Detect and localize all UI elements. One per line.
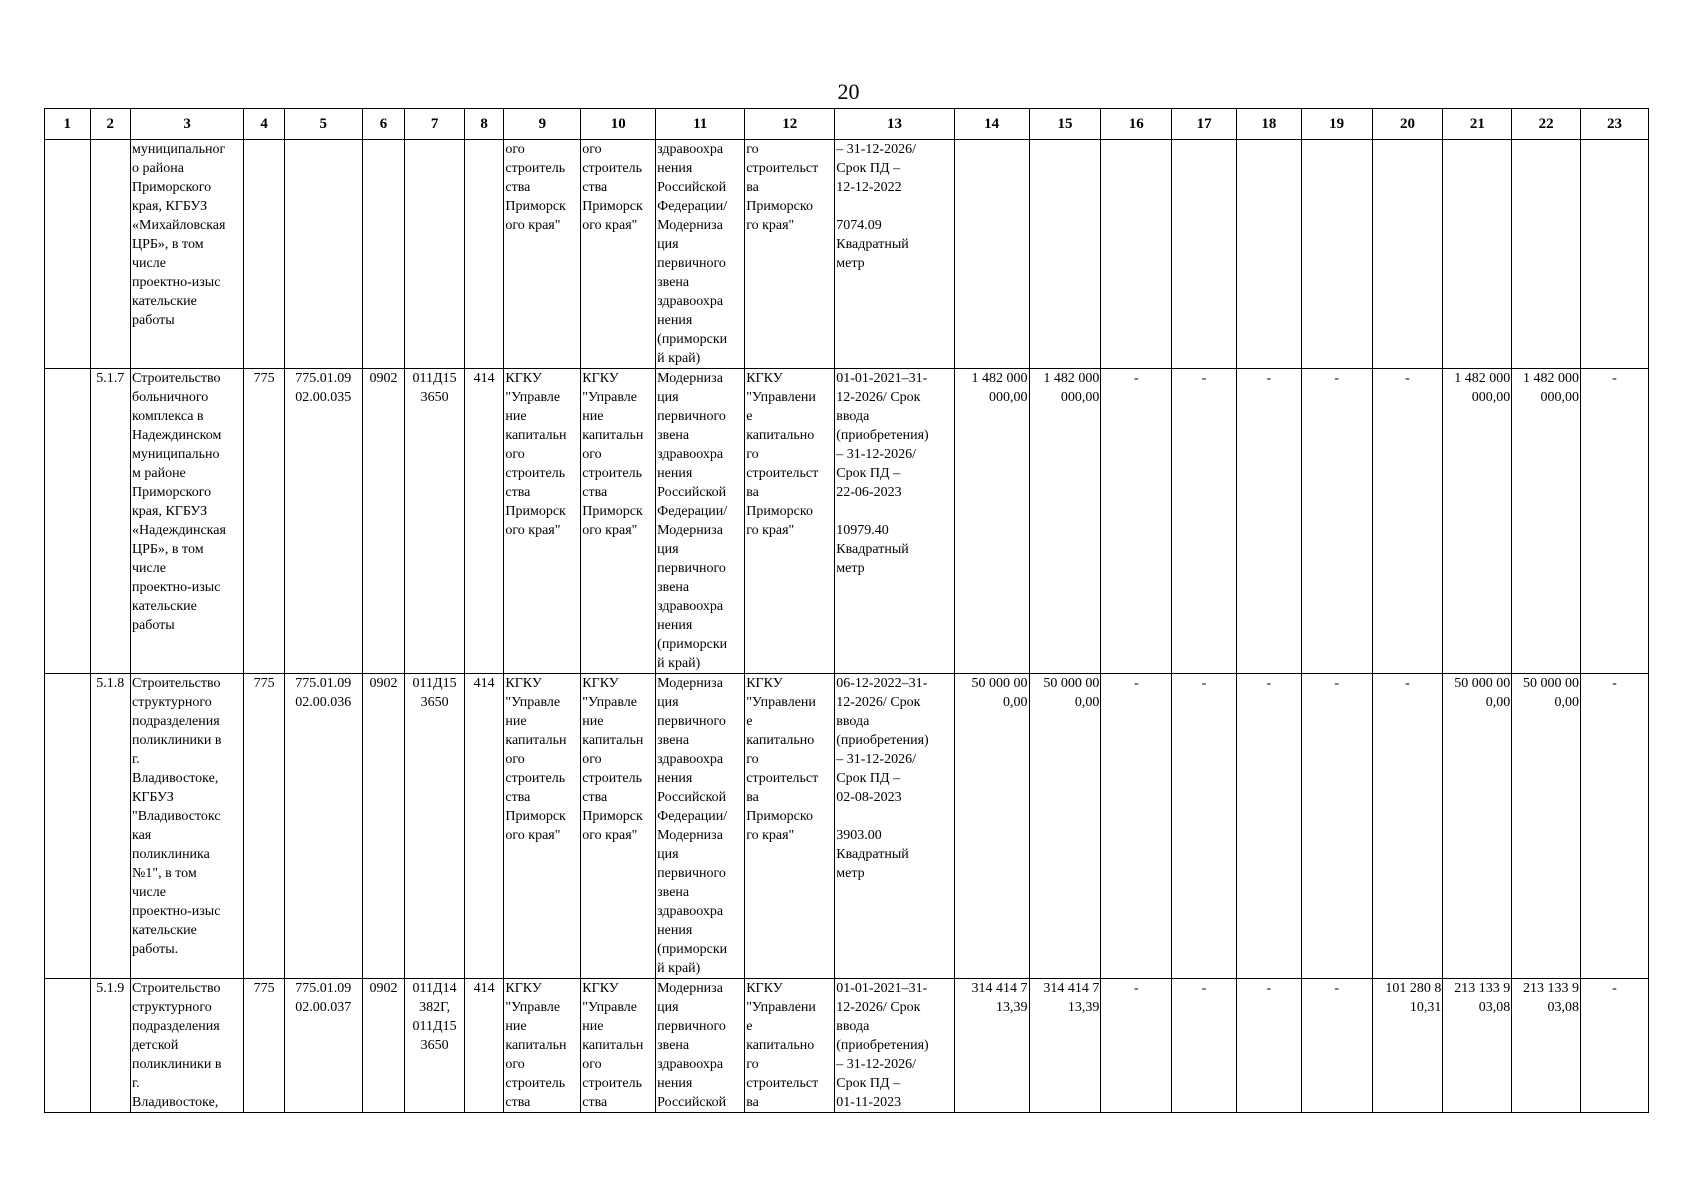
column-header: 22 bbox=[1512, 109, 1581, 140]
column-header: 8 bbox=[464, 109, 503, 140]
column-header: 16 bbox=[1101, 109, 1172, 140]
column-header: 15 bbox=[1029, 109, 1101, 140]
table-cell: 0902 bbox=[362, 979, 405, 1113]
item-number: 5.1.8 bbox=[90, 674, 130, 979]
table-cell bbox=[1101, 140, 1172, 369]
table-cell: КГКУ "Управлени е капитально го строительст ва Приморско го края" bbox=[745, 369, 835, 674]
table-cell: 1 482 000 000,00 bbox=[1512, 369, 1581, 674]
column-header: 5 bbox=[284, 109, 362, 140]
table-cell: 314 414 7 13,39 bbox=[1029, 979, 1101, 1113]
table-cell bbox=[45, 979, 91, 1113]
header-row bbox=[45, 109, 1649, 140]
table-cell: 414 bbox=[464, 979, 503, 1113]
column-header: 18 bbox=[1236, 109, 1301, 140]
column-header: 23 bbox=[1581, 109, 1649, 140]
table-cell: 50 000 00 0,00 bbox=[1443, 674, 1512, 979]
page-number: 20 bbox=[837, 79, 860, 104]
item-number: 5.1.9 bbox=[90, 979, 130, 1113]
table-cell: 011Д14 382Г, 011Д15 3650 bbox=[405, 979, 465, 1113]
table-cell bbox=[1581, 140, 1649, 369]
table-cell: го строительст ва Приморско го края" bbox=[745, 140, 835, 369]
table-cell: 775.01.09 02.00.035 bbox=[284, 369, 362, 674]
table-cell bbox=[1172, 140, 1237, 369]
table-cell: 01-01-2021–31- 12-2026/ Срок ввода (приобретения) – 31-12-2026/ Срок ПД – 01-11-2023 bbox=[835, 979, 954, 1113]
column-header: 13 bbox=[835, 109, 954, 140]
table-cell: КГКУ "Управле ние капитальн ого строитель ства Приморск ого края" bbox=[581, 369, 656, 674]
table-cell: - bbox=[1581, 369, 1649, 674]
table-cell: КГКУ "Управлени е капитально го строительст ва bbox=[745, 979, 835, 1113]
table-cell: - bbox=[1581, 674, 1649, 979]
table-cell bbox=[1236, 140, 1301, 369]
column-header: 12 bbox=[745, 109, 835, 140]
column-header: 21 bbox=[1443, 109, 1512, 140]
column-header: 9 bbox=[504, 109, 581, 140]
column-header: 14 bbox=[954, 109, 1029, 140]
table-cell: - bbox=[1372, 369, 1443, 674]
table-row bbox=[45, 979, 1649, 1113]
table-cell: 101 280 8 10,31 bbox=[1372, 979, 1443, 1113]
table-cell: 213 133 9 03,08 bbox=[1512, 979, 1581, 1113]
item-number: 5.1.7 bbox=[90, 369, 130, 674]
column-header: 1 bbox=[45, 109, 91, 140]
table-cell bbox=[405, 140, 465, 369]
table-cell: КГКУ "Управле ние капитальн ого строитель ства Приморск ого края" bbox=[504, 674, 581, 979]
table-cell: 50 000 00 0,00 bbox=[954, 674, 1029, 979]
column-header: 17 bbox=[1172, 109, 1237, 140]
table-cell: - bbox=[1301, 979, 1372, 1113]
table-cell: КГКУ "Управлени е капитально го строительст ва Приморско го края" bbox=[745, 674, 835, 979]
object-name: муниципальног о района Приморского края, КГБУЗ «Михайловская ЦРБ», в том числе проектно-изыс кательские работы bbox=[131, 140, 244, 369]
table-cell bbox=[45, 140, 91, 369]
column-header: 6 bbox=[362, 109, 405, 140]
table-cell: здравоохра нения Российской Федерации/ Модерниза ция первичного звена здравоохра нения (приморски й край) bbox=[656, 140, 745, 369]
table-cell: 011Д15 3650 bbox=[405, 674, 465, 979]
table-cell: - bbox=[1236, 369, 1301, 674]
budget-table bbox=[44, 108, 1649, 1113]
table-cell: - bbox=[1301, 674, 1372, 979]
table-cell bbox=[45, 674, 91, 979]
table-cell: Модерниза ция первичного звена здравоохра нения Российской Федерации/ Модерниза ция первичного звена здравоохра нения (приморски й край) bbox=[656, 674, 745, 979]
table-cell bbox=[1443, 140, 1512, 369]
table-cell: КГКУ "Управле ние капитальн ого строитель ства bbox=[504, 979, 581, 1113]
table-cell bbox=[362, 140, 405, 369]
table-cell: - bbox=[1101, 369, 1172, 674]
column-header: 11 bbox=[656, 109, 745, 140]
column-header: 7 bbox=[405, 109, 465, 140]
item-number bbox=[90, 140, 130, 369]
table-cell: 01-01-2021–31- 12-2026/ Срок ввода (приобретения) – 31-12-2026/ Срок ПД – 22-06-2023 10979.40 Квадратный метр bbox=[835, 369, 954, 674]
table-cell: - bbox=[1101, 979, 1172, 1113]
table-cell: 1 482 000 000,00 bbox=[1029, 369, 1101, 674]
table-cell: 775 bbox=[244, 674, 284, 979]
table-cell: 775.01.09 02.00.037 bbox=[284, 979, 362, 1113]
table-cell: - bbox=[1372, 674, 1443, 979]
table-row bbox=[45, 674, 1649, 979]
table-cell: 0902 bbox=[362, 369, 405, 674]
table-cell: 0902 bbox=[362, 674, 405, 979]
table-cell: – 31-12-2026/ Срок ПД – 12-12-2022 7074.09 Квадратный метр bbox=[835, 140, 954, 369]
table-cell: - bbox=[1172, 979, 1237, 1113]
table-cell: 775 bbox=[244, 369, 284, 674]
table-cell: Модерниза ция первичного звена здравоохра нения Российской bbox=[656, 979, 745, 1113]
column-header: 10 bbox=[581, 109, 656, 140]
table-cell: - bbox=[1581, 979, 1649, 1113]
table-cell: 775.01.09 02.00.036 bbox=[284, 674, 362, 979]
table-cell: ого строитель ства Приморск ого края" bbox=[581, 140, 656, 369]
table-cell bbox=[464, 140, 503, 369]
table-cell bbox=[954, 140, 1029, 369]
table-cell: 314 414 7 13,39 bbox=[954, 979, 1029, 1113]
table-cell: - bbox=[1101, 674, 1172, 979]
column-header: 19 bbox=[1301, 109, 1372, 140]
table-cell: 50 000 00 0,00 bbox=[1029, 674, 1101, 979]
table-cell: 011Д15 3650 bbox=[405, 369, 465, 674]
table-cell: КГКУ "Управле ние капитальн ого строитель ства bbox=[581, 979, 656, 1113]
table-cell: КГКУ "Управле ние капитальн ого строитель ства Приморск ого края" bbox=[504, 369, 581, 674]
table-cell bbox=[244, 140, 284, 369]
table-cell bbox=[284, 140, 362, 369]
table-row bbox=[45, 369, 1649, 674]
table-cell: Модерниза ция первичного звена здравоохра нения Российской Федерации/ Модерниза ция первичного звена здравоохра нения (приморски й край) bbox=[656, 369, 745, 674]
table-cell bbox=[45, 369, 91, 674]
table-cell: 213 133 9 03,08 bbox=[1443, 979, 1512, 1113]
table-cell: - bbox=[1301, 369, 1372, 674]
table-cell bbox=[1512, 140, 1581, 369]
table-cell: ого строитель ства Приморск ого края" bbox=[504, 140, 581, 369]
table-cell bbox=[1301, 140, 1372, 369]
object-name: Строительство структурного подразделения поликлиники в г. Владивостоке, КГБУЗ "Владивостокс кая поликлиника №1", в том числе проектно-изыс кательские работы. bbox=[131, 674, 244, 979]
table-cell: 1 482 000 000,00 bbox=[1443, 369, 1512, 674]
column-header: 3 bbox=[131, 109, 244, 140]
table-cell: 414 bbox=[464, 674, 503, 979]
object-name: Строительство структурного подразделения детской поликлиники в г. Владивостоке, bbox=[131, 979, 244, 1113]
table-cell bbox=[1372, 140, 1443, 369]
object-name: Строительство больничного комплекса в Надеждинском муниципально м районе Приморского края, КГБУЗ «Надеждинская ЦРБ», в том числе проектно-изыс кательские работы bbox=[131, 369, 244, 674]
table-cell: - bbox=[1236, 674, 1301, 979]
table-cell: - bbox=[1172, 674, 1237, 979]
table-cell: 414 bbox=[464, 369, 503, 674]
table-cell: 1 482 000 000,00 bbox=[954, 369, 1029, 674]
table-cell: - bbox=[1172, 369, 1237, 674]
table-cell: КГКУ "Управле ние капитальн ого строитель ства Приморск ого края" bbox=[581, 674, 656, 979]
table-row bbox=[45, 140, 1649, 369]
table-cell: 06-12-2022–31- 12-2026/ Срок ввода (приобретения) – 31-12-2026/ Срок ПД – 02-08-2023 3903.00 Квадратный метр bbox=[835, 674, 954, 979]
table-cell: - bbox=[1236, 979, 1301, 1113]
column-header: 4 bbox=[244, 109, 284, 140]
table-cell: 775 bbox=[244, 979, 284, 1113]
table-cell: 50 000 00 0,00 bbox=[1512, 674, 1581, 979]
table-cell bbox=[1029, 140, 1101, 369]
column-header: 20 bbox=[1372, 109, 1443, 140]
column-header: 2 bbox=[90, 109, 130, 140]
